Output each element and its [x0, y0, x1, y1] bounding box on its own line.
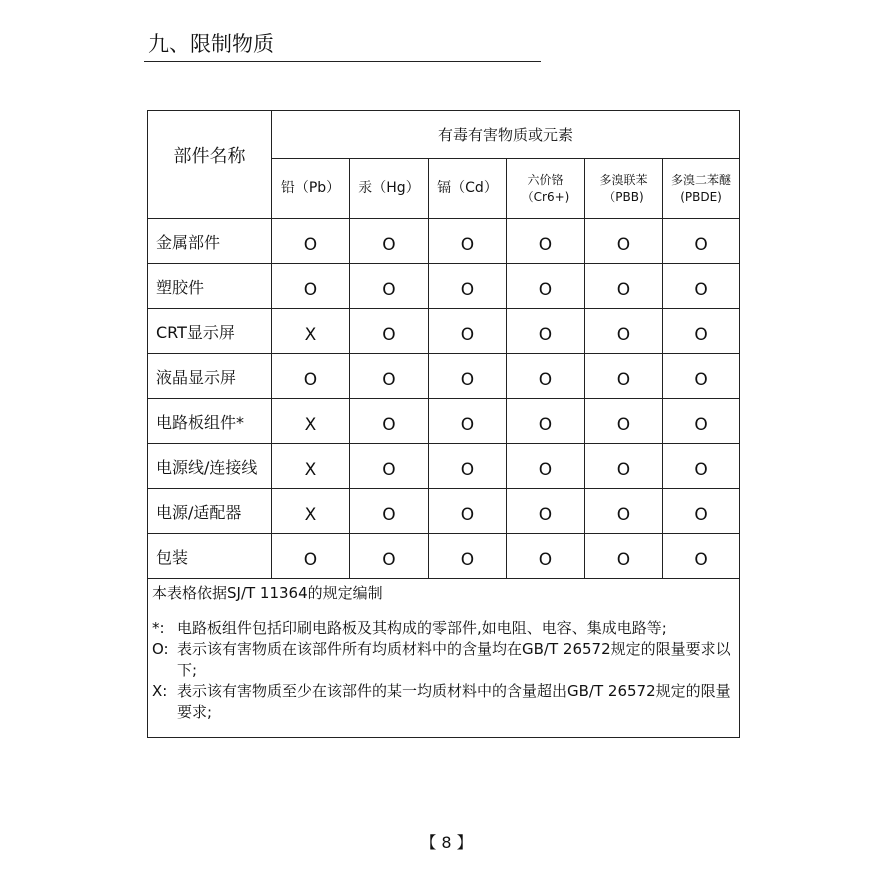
mark-value: O — [460, 460, 475, 480]
substance-mark — [663, 219, 740, 264]
note-item — [152, 639, 733, 681]
restricted-substances-table — [147, 110, 740, 738]
part-name: 电源/适配器 — [148, 489, 272, 534]
substance-mark — [585, 444, 663, 489]
substance-mark — [350, 444, 429, 489]
substance-mark — [272, 444, 350, 489]
substance-mark — [429, 444, 507, 489]
substance-mark — [585, 354, 663, 399]
mark-value: O — [538, 460, 553, 480]
mark-value: O — [616, 370, 631, 390]
substance-mark — [350, 354, 429, 399]
mark-value: O — [460, 415, 475, 435]
substance-mark — [663, 399, 740, 444]
mark-value: O — [694, 415, 708, 435]
title-underline — [144, 61, 541, 62]
substance-name: 多溴二苯醚 — [671, 172, 732, 187]
substance-header — [507, 159, 585, 219]
section-title: 九、限制物质 — [148, 32, 274, 56]
substance-mark — [507, 534, 585, 579]
mark-value: O — [694, 505, 708, 525]
mark-value: O — [382, 280, 396, 300]
substance-mark — [350, 534, 429, 579]
table-row — [148, 444, 740, 489]
substance-mark — [272, 309, 350, 354]
substance-mark — [429, 399, 507, 444]
mark-value: O — [694, 460, 708, 480]
mark-value: O — [382, 370, 396, 390]
mark-value: X — [304, 325, 317, 345]
mark-value: O — [616, 325, 631, 345]
mark-value: O — [538, 280, 553, 300]
substance-mark — [507, 219, 585, 264]
mark-value: O — [616, 460, 631, 480]
substance-mark — [350, 489, 429, 534]
substance-mark — [507, 399, 585, 444]
substance-header — [272, 159, 350, 219]
substance-name: 多溴联苯 — [599, 172, 648, 187]
note-item — [152, 618, 733, 639]
page-number: 【 8 】 — [420, 833, 473, 852]
substance-mark — [585, 219, 663, 264]
mark-value: O — [538, 415, 553, 435]
mark-value: O — [303, 235, 318, 255]
substance-header — [350, 159, 429, 219]
substance-mark — [272, 219, 350, 264]
mark-value: O — [538, 505, 553, 525]
substance-symbol: (PBDE) — [680, 189, 722, 204]
substance-mark — [663, 489, 740, 534]
hazardous-substances-header: 有毒有害物质或元素 — [272, 111, 740, 159]
mark-value: O — [382, 460, 396, 480]
part-name: 金属部件 — [148, 219, 272, 264]
mark-value: O — [303, 550, 318, 570]
mark-value: X — [304, 505, 317, 525]
mark-value: O — [382, 415, 396, 435]
substance-mark — [429, 354, 507, 399]
table-row — [148, 264, 740, 309]
substance-mark — [272, 534, 350, 579]
mark-value: O — [694, 370, 708, 390]
table-row — [148, 534, 740, 579]
note-key: *: — [152, 619, 165, 637]
mark-value: O — [382, 325, 396, 345]
substance-mark — [507, 309, 585, 354]
substance-mark — [585, 399, 663, 444]
substance-mark — [272, 264, 350, 309]
substance-symbol: （PBB) — [603, 189, 644, 204]
mark-value: O — [538, 550, 553, 570]
mark-value: O — [616, 415, 631, 435]
part-name: 塑胶件 — [148, 264, 272, 309]
part-name-header: 部件名称 — [148, 111, 272, 219]
mark-value: O — [616, 550, 631, 570]
note-text: 表示该有害物质在该部件所有均质材料中的含量均在GB/T 26572规定的限量要求以下; — [177, 640, 731, 679]
substance-mark — [663, 354, 740, 399]
substance-mark — [663, 309, 740, 354]
substance-symbol: （Cr6+) — [521, 189, 570, 204]
substance-mark — [585, 489, 663, 534]
substance-mark — [585, 264, 663, 309]
substance-name: 镉（Cd） — [437, 180, 498, 197]
part-name: 电路板组件* — [148, 399, 272, 444]
mark-value: O — [303, 370, 318, 390]
mark-value: O — [616, 505, 631, 525]
mark-value: O — [460, 235, 475, 255]
table-row — [148, 309, 740, 354]
table-notes — [148, 579, 740, 738]
note-key: O: — [152, 640, 169, 658]
substance-mark — [429, 219, 507, 264]
substance-header — [663, 159, 740, 219]
standard-note: 本表格依据SJ/T 11364的规定编制 — [152, 584, 383, 602]
substance-mark — [429, 264, 507, 309]
substance-mark — [272, 489, 350, 534]
mark-value: O — [616, 280, 631, 300]
substance-header — [585, 159, 663, 219]
substance-mark — [663, 264, 740, 309]
table-row — [148, 354, 740, 399]
substance-mark — [507, 444, 585, 489]
substance-header — [429, 159, 507, 219]
mark-value: O — [382, 235, 396, 255]
substance-mark — [507, 354, 585, 399]
substance-mark — [272, 354, 350, 399]
substance-mark — [350, 309, 429, 354]
mark-value: O — [694, 235, 708, 255]
substance-mark — [585, 309, 663, 354]
substance-mark — [272, 399, 350, 444]
mark-value: X — [304, 415, 317, 435]
substance-mark — [429, 489, 507, 534]
substance-mark — [507, 489, 585, 534]
note-item — [152, 681, 733, 723]
mark-value: O — [460, 325, 475, 345]
substance-mark — [350, 399, 429, 444]
substance-mark — [663, 444, 740, 489]
mark-value: O — [616, 235, 631, 255]
note-text: 电路板组件包括印刷电路板及其构成的零部件,如电阻、电容、集成电路等; — [177, 619, 667, 637]
note-text: 表示该有害物质至少在该部件的某一均质材料中的含量超出GB/T 26572规定的限量要求; — [177, 682, 731, 721]
note-key: X: — [152, 682, 168, 700]
substance-name: 六价铬 — [527, 172, 564, 187]
mark-value: O — [460, 550, 475, 570]
part-name: 电源线/连接线 — [148, 444, 272, 489]
substance-mark — [429, 309, 507, 354]
substance-mark — [429, 534, 507, 579]
part-name: 液晶显示屏 — [148, 354, 272, 399]
substance-mark — [350, 264, 429, 309]
table-row — [148, 399, 740, 444]
substance-name: 汞（Hg） — [358, 180, 420, 197]
mark-value: O — [694, 325, 708, 345]
mark-value: O — [303, 280, 318, 300]
mark-value: O — [694, 550, 708, 570]
mark-value: O — [694, 280, 708, 300]
substance-mark — [507, 264, 585, 309]
mark-value: O — [382, 505, 396, 525]
substance-mark — [350, 219, 429, 264]
table-row — [148, 219, 740, 264]
mark-value: O — [460, 370, 475, 390]
mark-value: O — [538, 370, 553, 390]
substance-name: 铅（Pb） — [280, 180, 341, 197]
mark-value: O — [460, 280, 475, 300]
part-name: CRT显示屏 — [148, 309, 272, 354]
mark-value: X — [304, 460, 317, 480]
part-name: 包装 — [148, 534, 272, 579]
mark-value: O — [538, 325, 553, 345]
mark-value: O — [538, 235, 553, 255]
substance-mark — [663, 534, 740, 579]
table-row — [148, 489, 740, 534]
mark-value: O — [382, 550, 396, 570]
substance-mark — [585, 534, 663, 579]
mark-value: O — [460, 505, 475, 525]
